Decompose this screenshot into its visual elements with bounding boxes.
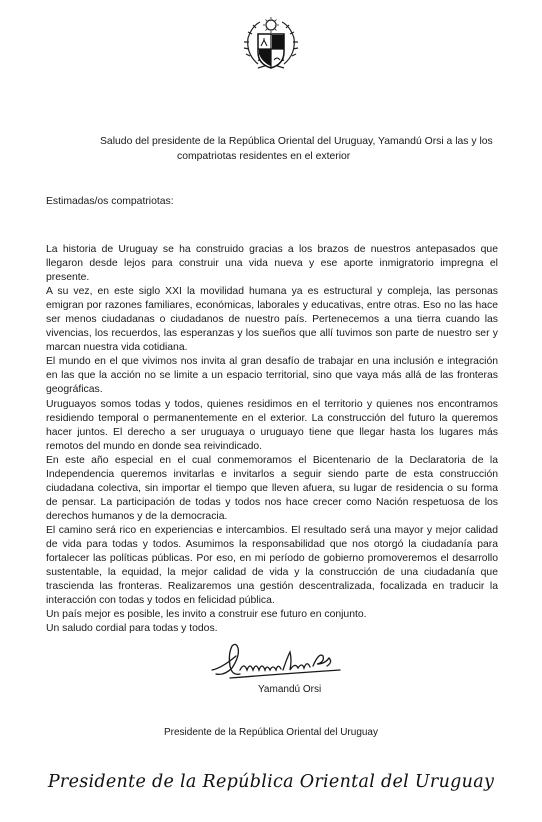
paragraph: La historia de Uruguay se ha construido gracias a los brazos de nuestros antepasados que llegaron desde lejos para construir una vida nueva y ese aporte inmigratorio impregna el presente. bbox=[46, 244, 498, 284]
paragraph: En este año especial en el cual conmemoramos el Bicentenario de la Declaratoria de la Independencia queremos invitarlas e invitarlos a seguir siendo parte de esta construcción ciudadana colectiva, sin importar el tiempo que lleven afuera, su lugar de residencia o su forma de pensar. La participación de todas y todos nos hace crecer como Nación respetuosa de los derechos humanos y de la democracia. bbox=[46, 454, 498, 522]
letterhead-footer: Presidente de la República Oriental del Uruguay bbox=[47, 772, 495, 792]
paragraph: El camino será rico en experiencias e intercambios. El resultado será una mayor y mejor calidad de vida para todas y todos. Asumimos la responsabilidad que nos otorgó la ciudadanía para fortalecer las políticas públicas. Por eso, en mi período de gobierno promoveremos el desarrollo sustentable, la equidad, la mejor calidad de vida y la construcción de una ciudadanía que trascienda las fronteras. Realizaremos una gestión descentralizada, focalizada en traducir la interacción con todas y todos en felicidad pública. bbox=[46, 524, 498, 607]
paragraph: Un país mejor es posible, les invito a construir ese futuro en conjunto. bbox=[46, 609, 367, 621]
heading-line-1: Saludo del presidente de la República Oriental del Uruguay, Yamandú Orsi a las y los bbox=[100, 136, 493, 147]
signer-name: Yamandú Orsi bbox=[258, 684, 322, 695]
letter-heading bbox=[100, 134, 510, 164]
handwritten-signature bbox=[210, 640, 360, 682]
signer-title: Presidente de la República Oriental del Uruguay bbox=[163, 727, 378, 738]
coat-of-arms-icon bbox=[236, 16, 306, 82]
paragraph: Uruguayos somos todas y todos, quienes residimos en el territorio y quienes nos encontramos residiendo temporal o permanentemente en el exterior. La construcción del futuro la queremos hacer juntos. El derecho a ser uruguaya o uruguayo tiene que llegar hasta los lugares más remotos del mundo en donde sea reivindicado. bbox=[46, 398, 498, 452]
paragraph: A su vez, en este siglo XXI la movilidad humana ya es estructural y compleja, las personas emigran por razones familiares, económicas, laborales y educativas, entre otras. Eso no las hace ser menos ciudadanas o ciudadanos de nuestro país. Pertenecemos a una tierra cuando las vivencias, los recuerdos, las esperanzas y los sueños que allí tuvimos son parte de nuestro ser y marcan nuestra vida cotidiana. bbox=[46, 286, 498, 354]
paragraph: Un saludo cordial para todas y todos. bbox=[46, 623, 218, 635]
paragraph: El mundo en el que vivimos nos invita al gran desafío de trabajar en una inclusión e integración en las que la acción no se limite a un espacio territorial, sino que vaya más allá de las fronteras geográficas. bbox=[46, 356, 498, 396]
salutation: Estimadas/os compatriotas: bbox=[46, 196, 174, 207]
letter-body bbox=[46, 243, 498, 636]
heading-line-2: compatriotas residentes en el exterior bbox=[177, 151, 351, 162]
